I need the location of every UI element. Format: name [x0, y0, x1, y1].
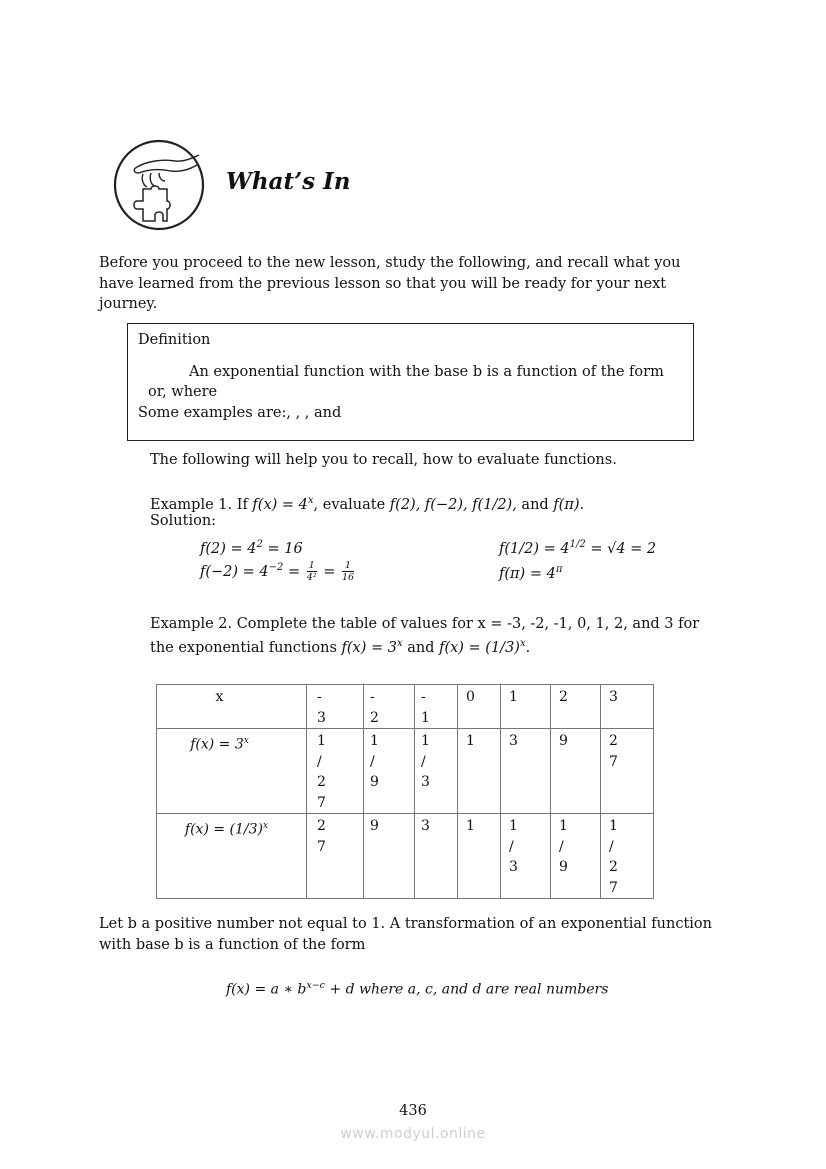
formula-rhs: + d where a, c, and d are real numbers — [325, 981, 609, 998]
table-cell-text: - 3 — [317, 689, 326, 726]
example1-args: f(2), f(−2), f(1/2), — [389, 496, 517, 513]
table-cell-text: 3 — [609, 689, 618, 705]
example1-exponent: x — [307, 495, 314, 506]
section-title: What’s In — [226, 168, 351, 195]
solution-step — [499, 560, 562, 584]
solution-exponent: −2 — [268, 562, 284, 573]
example2-text: . — [525, 639, 531, 656]
page-number: 436 — [399, 1103, 427, 1119]
solution-equals: = — [283, 563, 305, 580]
table-row — [157, 685, 654, 729]
table-row-label — [157, 814, 307, 899]
table-cell — [501, 729, 551, 814]
table-cell-text: 1 / 3 — [421, 733, 430, 790]
example1-label: Example 1. If — [150, 496, 253, 513]
table-cell — [364, 729, 415, 814]
table-cell-text: 2 — [559, 689, 568, 705]
fraction — [342, 560, 354, 583]
table-cell-text: f(x) = 3 — [190, 736, 244, 753]
solution-step — [200, 558, 356, 583]
solution-rhs: = √4 = 2 — [585, 540, 657, 557]
table-row-label — [157, 729, 307, 814]
example2-prompt — [150, 634, 530, 658]
fraction — [307, 560, 317, 583]
table-cell-text: 1 / 9 — [370, 733, 379, 790]
table-cell-text: 1 — [509, 689, 518, 705]
solution-lhs: f(−2) = 4 — [200, 563, 269, 580]
example2-text: the exponential functions — [150, 639, 342, 656]
intro-paragraph — [99, 253, 680, 315]
solution-lhs: f(2) = 4 — [200, 540, 257, 557]
formula-lhs: f(x) = a ∗ b — [226, 981, 307, 998]
table-header-cell — [458, 685, 501, 729]
table-cell-text: 0 — [466, 689, 475, 705]
definition-text: or, where — [148, 384, 218, 400]
example2-prompt: Example 2. Complete the table of values for x = -3, -2, -1, 0, 1, 2, and 3 for — [150, 616, 700, 632]
table-cell — [551, 729, 601, 814]
table-row — [157, 729, 654, 814]
example2-text: and — [402, 639, 440, 656]
solution-exponent: π — [555, 564, 563, 575]
table-header-cell — [307, 685, 364, 729]
table-cell-text: 2 7 — [609, 733, 618, 770]
table-header-cell — [415, 685, 458, 729]
table-header-cell — [601, 685, 654, 729]
solution-step — [499, 535, 656, 559]
intro-line: journey. — [99, 296, 158, 312]
table-cell — [364, 814, 415, 899]
table-cell-text: 9 — [559, 733, 568, 749]
example1-args: f(π) — [553, 496, 580, 513]
example1-text: , evaluate — [313, 496, 390, 513]
table-cell-text: 9 — [370, 818, 379, 834]
solution-step — [200, 535, 303, 559]
table-header-cell — [501, 685, 551, 729]
solution-exponent: 2 — [256, 539, 263, 550]
example2-function: f(x) = (1/3) — [439, 639, 520, 656]
table-cell — [415, 729, 458, 814]
table-cell-text: 1 — [466, 818, 475, 834]
table-cell-text: - 2 — [370, 689, 379, 726]
values-table — [156, 684, 654, 899]
example2-exponent: x — [519, 638, 526, 649]
intro-line: Before you proceed to the new lesson, study the following, and recall what you — [99, 255, 681, 271]
table-cell-text: x — [215, 689, 224, 705]
transformation-text: with base b is a function of the form — [99, 937, 366, 953]
example2-function: f(x) = 3 — [341, 639, 397, 656]
table-cell-text: 3 — [509, 733, 518, 749]
table-cell — [601, 814, 654, 899]
solution-exponent: 1/2 — [569, 539, 586, 550]
table-cell-text: 3 — [421, 818, 430, 834]
table-cell-text: 1 / 2 7 — [609, 818, 618, 896]
table-cell — [415, 814, 458, 899]
table-cell — [601, 729, 654, 814]
example2-exponent: x — [396, 638, 403, 649]
watermark: www.modyul.online — [340, 1126, 486, 1142]
solution-lhs: f(1/2) = 4 — [499, 540, 570, 557]
recall-text: The following will help you to recall, how to evaluate functions. — [150, 452, 617, 468]
table-cell-exponent: x — [263, 821, 269, 831]
example1-text: and — [516, 496, 554, 513]
definition-text: An exponential function with the base b is a function of the form — [189, 364, 664, 380]
table-cell — [458, 814, 501, 899]
table-header-cell — [364, 685, 415, 729]
fraction-numerator: 1 — [342, 560, 354, 572]
table-cell — [501, 814, 551, 899]
table-cell-text: 1 / 2 7 — [317, 733, 326, 811]
example1-text: . — [579, 496, 585, 513]
table-cell-text: - 1 — [421, 689, 430, 726]
table-cell-text: 1 / 3 — [509, 818, 518, 875]
formula-exponent: x−c — [306, 980, 325, 991]
fraction-denominator: 16 — [342, 572, 355, 584]
fraction-numerator: 1 — [308, 560, 315, 572]
definition-heading: Definition — [138, 332, 211, 348]
solution-lhs: f(π) = 4 — [499, 565, 556, 582]
example1-function: f(x) = 4 — [252, 496, 308, 513]
table-header-cell — [157, 685, 307, 729]
intro-line: have learned from the previous lesson so that you will be ready for your next — [99, 275, 667, 292]
table-row — [157, 814, 654, 899]
hand-puzzle-icon — [113, 139, 205, 231]
transformation-text: Let b a positive number not equal to 1. A transformation of an exponential function — [99, 916, 712, 932]
solution-rhs: = 16 — [262, 540, 303, 557]
table-cell-exponent: x — [243, 736, 249, 746]
definition-examples: Some examples are:, , , and — [138, 405, 342, 421]
fraction-denominator: 4² — [306, 572, 317, 584]
table-cell — [307, 814, 364, 899]
solution-equals: = — [318, 563, 341, 580]
table-cell-text: 1 / 9 — [559, 818, 568, 875]
table-cell — [458, 729, 501, 814]
transformation-formula — [226, 976, 608, 1000]
table-cell — [307, 729, 364, 814]
solution-label: Solution: — [150, 513, 217, 529]
table-cell-text: 2 7 — [317, 818, 326, 855]
table-cell-text: f(x) = (1/3) — [184, 821, 263, 838]
table-cell — [551, 814, 601, 899]
table-header-cell — [551, 685, 601, 729]
table-cell-text: 1 — [466, 733, 475, 749]
